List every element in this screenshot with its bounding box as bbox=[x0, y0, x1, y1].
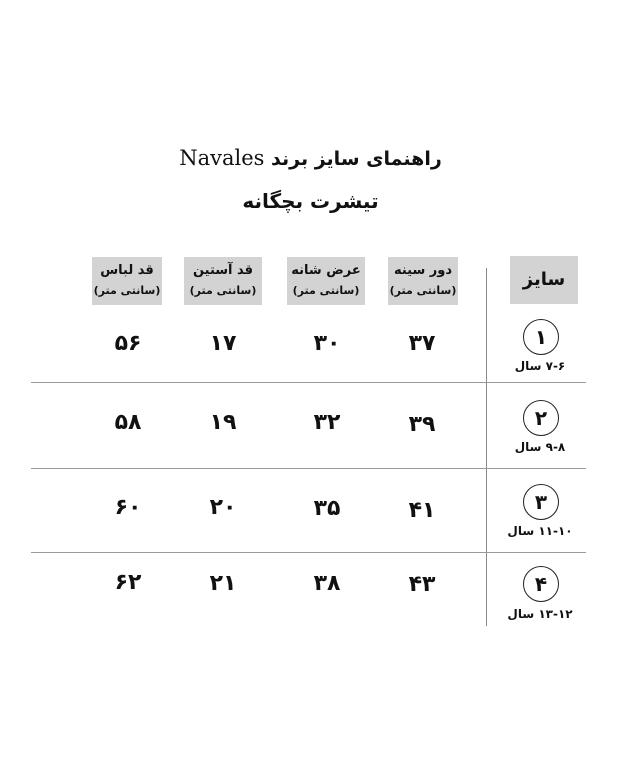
length-header-label: قد لباس bbox=[100, 263, 154, 278]
size-3-length: ۶۰ bbox=[114, 495, 142, 520]
size-column-header: سایز bbox=[510, 256, 578, 304]
chest-header-unit: (سانتی متر) bbox=[389, 284, 457, 297]
shoulder-column-header bbox=[287, 257, 365, 305]
size-2-sleeve: ۱۹ bbox=[209, 410, 237, 435]
column-divider bbox=[486, 268, 487, 626]
size-4-sleeve: ۲۱ bbox=[209, 571, 237, 596]
page-title bbox=[0, 143, 621, 174]
shoulder-header-label: عرض شانه bbox=[291, 263, 361, 278]
size-2-age: ۹-۸ سال bbox=[514, 440, 566, 454]
shoulder-header-unit: (سانتی متر) bbox=[292, 284, 360, 297]
chest-header-label: دور سینه bbox=[393, 263, 453, 278]
size-4-circle: ۴ bbox=[523, 566, 559, 602]
size-1-age: ۷-۶ سال bbox=[514, 359, 566, 373]
size-4-chest: ۴۳ bbox=[408, 572, 436, 597]
size-1-shoulder: ۳۰ bbox=[313, 331, 341, 356]
size-3-shoulder: ۳۵ bbox=[313, 496, 341, 521]
sleeve-header-label: قد آستین bbox=[192, 263, 254, 278]
title-prefix: راهنمای سایز برند bbox=[271, 148, 442, 170]
size-3-age: ۱۱-۱۰ سال bbox=[507, 524, 573, 538]
brand-name: Navales bbox=[179, 146, 265, 170]
page-subtitle: تیشرت بچگانه bbox=[242, 189, 379, 213]
size-1-chest: ۳۷ bbox=[408, 331, 436, 356]
length-column-header bbox=[92, 257, 162, 305]
size-3-circle: ۳ bbox=[523, 484, 559, 520]
size-2-circle: ۲ bbox=[523, 400, 559, 436]
size-4-shoulder: ۳۸ bbox=[313, 571, 341, 596]
size-4-age: ۱۳-۱۲ سال bbox=[507, 607, 573, 621]
sleeve-column-header bbox=[184, 257, 262, 305]
sleeve-header-unit: (سانتی متر) bbox=[189, 284, 257, 297]
size-2-length: ۵۸ bbox=[114, 410, 142, 435]
size-3-sleeve: ۲۰ bbox=[209, 495, 237, 520]
size-2-chest: ۳۹ bbox=[408, 412, 436, 437]
size-1-length: ۵۶ bbox=[114, 331, 142, 356]
size-2-shoulder: ۳۲ bbox=[313, 410, 341, 435]
row-divider bbox=[31, 468, 586, 469]
chest-column-header bbox=[388, 257, 458, 305]
size-1-sleeve: ۱۷ bbox=[209, 331, 237, 356]
size-3-chest: ۴۱ bbox=[408, 498, 436, 523]
length-header-unit: (سانتی متر) bbox=[93, 284, 161, 297]
row-divider bbox=[31, 552, 586, 553]
row-divider bbox=[31, 382, 586, 383]
size-4-length: ۶۲ bbox=[114, 570, 142, 595]
size-1-circle: ۱ bbox=[523, 319, 559, 355]
